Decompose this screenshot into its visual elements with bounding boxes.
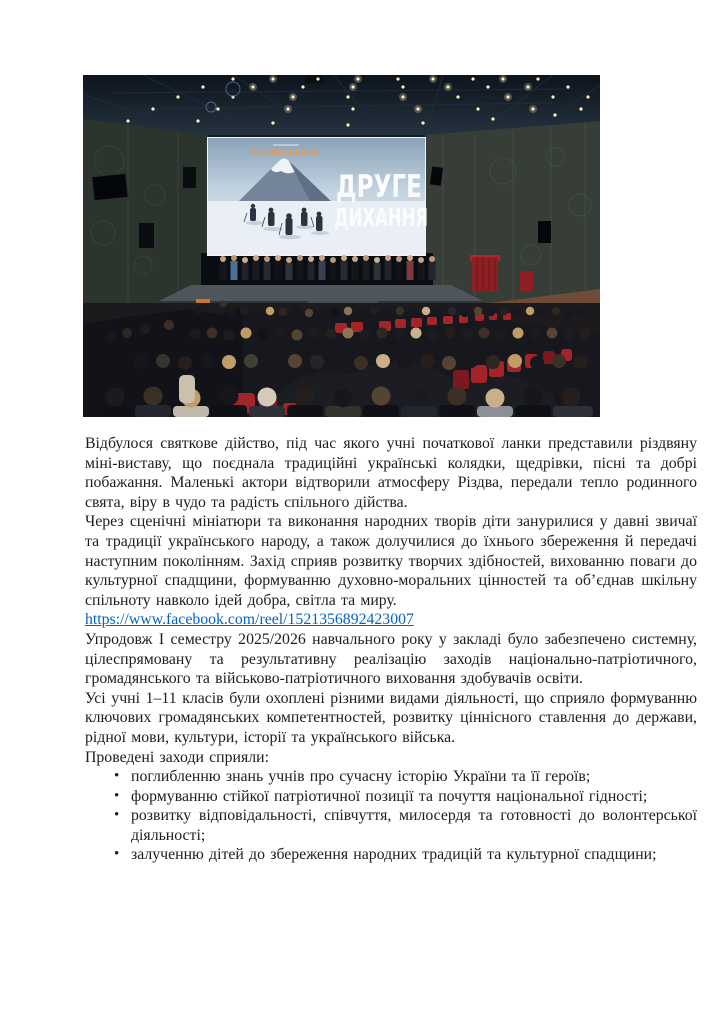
document-body bbox=[85, 434, 697, 865]
red-banner bbox=[520, 271, 533, 291]
facebook-link-line bbox=[85, 610, 697, 630]
facebook-reel-link[interactable]: https://www.facebook.com/reel/1521356892423007 bbox=[85, 611, 414, 629]
audience bbox=[83, 301, 600, 418]
ceiling bbox=[83, 75, 600, 135]
list-item: • поглибленню знань учнів про сучасну історію України та її героїв; bbox=[131, 767, 697, 787]
list-item: • розвитку відповідальності, співчуття, милосердя та готовності до волонтерської діяльності; bbox=[131, 806, 697, 845]
event-photo bbox=[83, 75, 600, 417]
left-speaker bbox=[183, 167, 196, 188]
wall-monitor bbox=[92, 173, 128, 200]
projector-box bbox=[305, 75, 323, 83]
left-speaker-2 bbox=[139, 223, 154, 248]
movie-title-line1: ДРУГЕ bbox=[336, 169, 422, 205]
right-speaker-2 bbox=[538, 221, 551, 243]
paragraph-celebration: Відбулося святкове дійство, під час якого учні початкової ланки представили різдвяну міні-виставу, що поєднала традиційні українські колядки, щедрівки, пісні та добрі побажання. Маленькі актори відтворили атмосферу Різдва, передали тепло родинного свята, віру в чудо та радість спільного дійства. bbox=[85, 435, 697, 511]
paragraph-semester: Упродовж І семестру 2025/2026 навчального року у закладі було забезпечено системну, цілеспрямовану та результативну реалізацію заходів національно-патріотичного, громадянського та військово-патріотичного виховання здобувачів освіти. bbox=[85, 630, 697, 688]
tote-bag bbox=[179, 375, 195, 403]
movie-title-line2: ДИХАННЯ bbox=[334, 203, 428, 232]
paragraph-traditions: Через сценічні мініатюри та виконання народних творів діти занурилися у давні звичаї та традиції українського народу, а також долучилися до їхнього збереження й передачі наступним поколінням. Захід сприяв розвитку творчих здібностей, вихованню поваги до культурної спадщини, формуванню духовно-моральних цінностей та об’єднав шкільну спільноту навколо ідей добра, світла та миру. bbox=[85, 513, 697, 609]
bullets-intro: Проведені заходи сприяли: bbox=[85, 748, 269, 766]
paragraph-students: Усі учні 1–11 класів були охоплені різними видами діяльності, що сприяло формуванню ключових громадянських компетентностей, розвитку ціннісного ставлення до держави, рідної мови, культури, історії та українського війська. bbox=[85, 689, 697, 746]
list-item: • формуванню стійкої патріотичної позиції та почуття національної гідності; bbox=[131, 787, 697, 807]
exit-red-curtain bbox=[470, 255, 500, 291]
poster-release-caption: З 9 ЖОВТНЯ У КІНО bbox=[252, 149, 318, 158]
cinema-screen bbox=[207, 137, 428, 256]
activities-list bbox=[85, 767, 697, 865]
list-item: • залученню дітей до збереження народних традицій та культурної спадщини; bbox=[131, 845, 697, 865]
